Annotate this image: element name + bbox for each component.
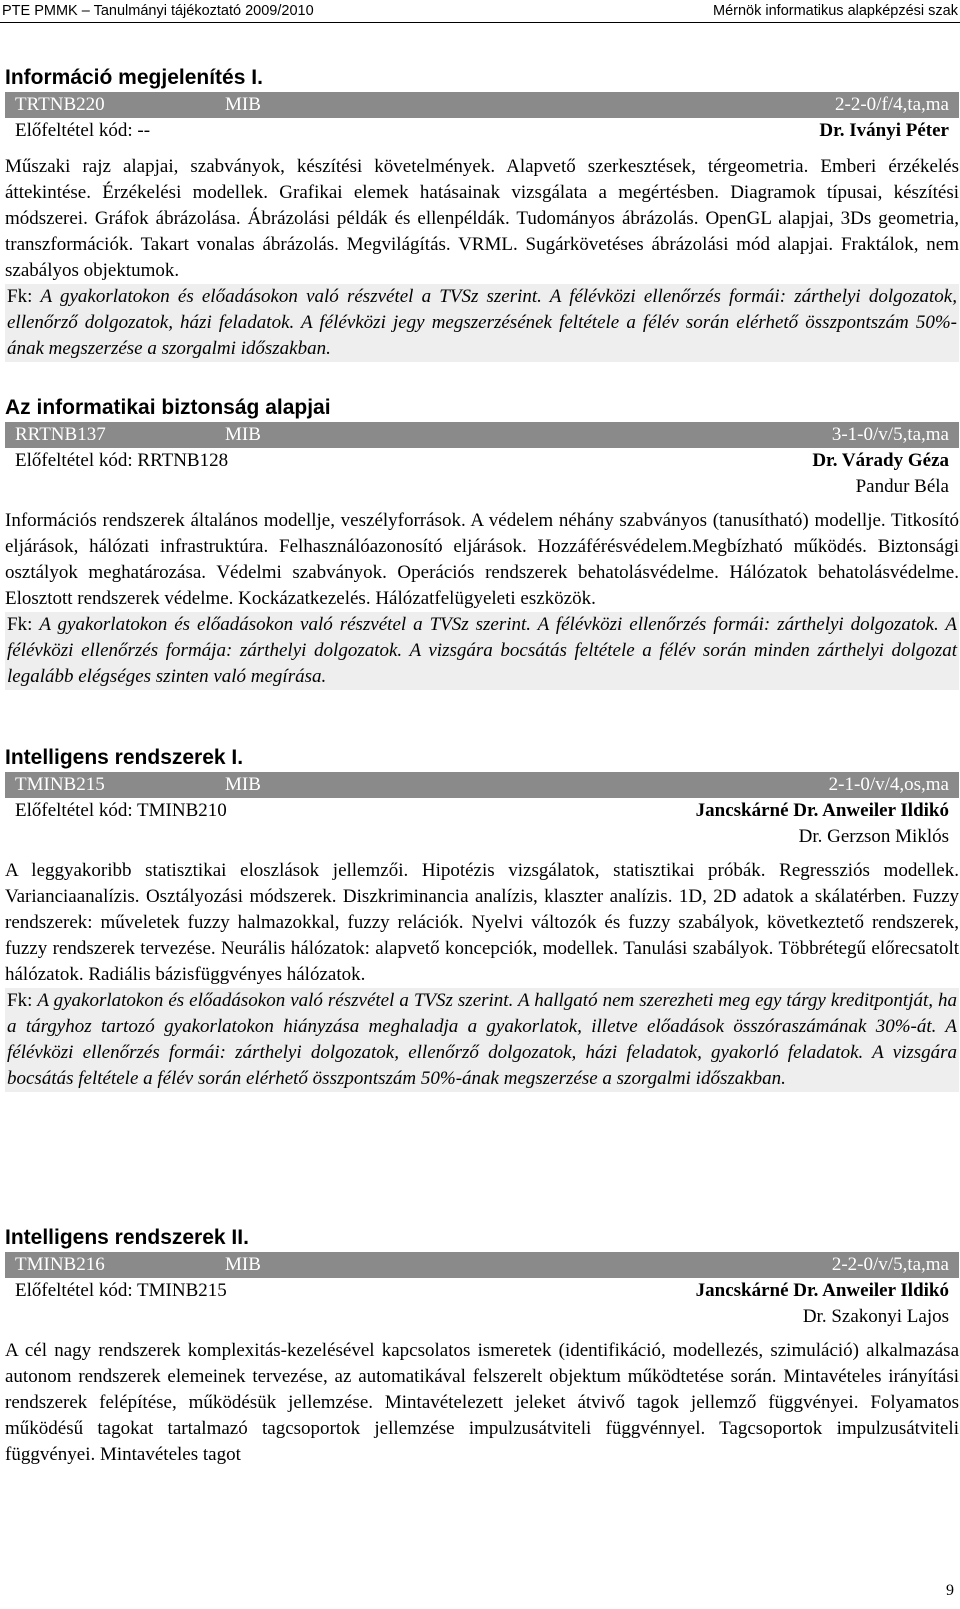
course-description: Információs rendszerek általános modellje, veszélyforrások. A védelem néhány szabványos (tanusítható) modellje. Titkosító eljárások, hálózati infrastruktúra. Felhasználóazonosító eljárások. Hozzáférésvédelem.Megbízható működés. Biztonsági osztályok meghatározása. Védelmi szabványok. Operációs rendszerek behatolásvédelme. Hálózatok behatolásvédelme. Elosztott rendszerek védelme. Kockázatkezelés. Hálózatfelügyeleti eszközök. [5,510,959,609]
course-lecturer: Jancskárné Dr. Anweiler Ildikó [695,1280,949,1301]
course-lecturer-secondary: Pandur Béla [855,476,949,497]
header-rule [0,22,960,23]
page-header [0,0,960,22]
course-code: TMINB215 [15,774,105,795]
course-block [5,744,959,1092]
requirements-label: Fk: [7,286,33,307]
course-code: RRTNB137 [15,424,106,445]
course-lecturer-secondary: Dr. Gerzson Miklós [798,826,949,847]
requirements-label: Fk: [7,614,33,635]
course-code-bar [5,772,959,798]
requirements-text: A gyakorlatokon és előadásokon való részvétel a TVSz szerint. A hallgató nem szerezheti meg egy tárgy kreditpontját, ha a tárgyhoz tartozó gyakorlatokon hiányzása meghaladja a gyakorlatok, illetve előadások összóraszámának 30%-át. A félévközi ellenőrzés formái: zárthelyi dolgozatok, ellenőrző dolgozatok, házi feladatok, gyakorló feladatok. A vizsgára bocsátás feltétele a félév során elérhető összpontszám 50%-ának megszerzése a szorgalmi időszakban. [7,990,958,1089]
course-meta-row [5,798,959,824]
course-prereq: Előfeltétel kód: TMINB210 [15,800,227,821]
course-code-bar [5,92,959,118]
course-prereq: Előfeltétel kód: TMINB215 [15,1280,227,1301]
course-code: TMINB216 [15,1254,105,1275]
course-dept: MIB [225,94,261,115]
course-title: Intelligens rendszerek I. [5,746,244,769]
course-description: A leggyakoribb statisztikai eloszlások jellemzői. Hipotézis vizsgálatok, statisztikai próbák. Regressziós modellek. Varianciaanalízis. Osztályozási módszerek. Diszkriminancia analízis, klaszter analízis. 1D, 2D adatok a skálatérben. Fuzzy rendszerek: műveletek fuzzy halmazokkal, fuzzy relációk. Nyelvi változók és fuzzy szabályok, következtető rendszerek, fuzzy rendszerek tervezése. Neurális hálózatok: alapvető koncepciók, modellek. Tanulási szabályok. Többrétegű előrecsatolt hálózatok. Radiális bázisfüggvényes hálózatok. [5,860,959,985]
course-block [5,394,959,690]
header-right: Mérnök informatikus alapképzési szak [713,3,958,19]
course-meta-row [5,118,959,144]
course-prereq: Előfeltétel kód: -- [15,120,151,141]
course-dept: MIB [225,774,261,795]
course-description: A cél nagy rendszerek komplexitás-kezelésével kapcsolatos ismeretek (identifikáció, modellezés, szimuláció) alkalmazása autonom rendszerek elemeinek tervezése, az automatikával felszerelt objektum működtetése során. Mintavételes irányítási rendszerek felépítése, működésük jellemzése. Mintavételezett jeleket átvivő tagok jellemző függvényei. Folyamatos működésű tagokat tartalmazó tagcsoportok jellemzése impulzusátviteli függvénnyel. Tagcsoportok impulzusátviteli függvényei. Mintavételes tagot [5,1340,959,1465]
course-code: TRTNB220 [15,94,105,115]
course-meta-row [5,448,959,474]
course-meta-row [5,1278,959,1304]
course-credits: 2-2-0/v/5,ta,ma [831,1254,949,1275]
requirements-text: A gyakorlatokon és előadásokon való részvétel a TVSz szerint. A félévközi ellenőrzés formái: zárthelyi dolgozatok. A félévközi ellenőrzés formája: zárthelyi dolgozatok. A vizsgára bocsátás feltétele a félév során minden zárthelyi dolgozat legalább elégséges szinten való megírása. [7,614,958,687]
course-block [5,1224,959,1468]
course-description: Műszaki rajz alapjai, szabványok, készítési követelmények. Alapvető szerkesztések, térgeometria. Emberi érzékelés áttekintése. Érzékelési modellek. Grafikai elemek hatásainak vizsgálata a megértésben. Diagramok típusai, készítési módszerei. Gráfok ábrázolása. Ábrázolási példák és ellenpéldák. Tudományos ábrázolás. OpenGL alapjai, 3Ds geometria, transzformációk. Takart vonalas ábrázolás. Megvilágítás. VRML. Sugárkövetéses ábrázolási mód alapjai. Fraktálok, nem szabályos objektumok. [5,156,959,281]
course-lecturer-secondary: Dr. Szakonyi Lajos [802,1306,949,1327]
course-title: Az informatikai biztonság alapjai [5,396,331,419]
course-credits: 2-1-0/v/4,os,ma [828,774,949,795]
course-code-bar [5,422,959,448]
course-credits: 2-2-0/f/4,ta,ma [835,94,949,115]
course-dept: MIB [225,424,261,445]
course-requirements [5,284,959,362]
course-lecturer: Dr. Iványi Péter [819,120,949,141]
course-dept: MIB [225,1254,261,1275]
course-code-bar [5,1252,959,1278]
course-title: Információ megjelenítés I. [5,66,263,89]
course-lecturer: Dr. Várady Géza [812,450,949,471]
course-requirements [5,612,959,690]
header-left: PTE PMMK – Tanulmányi tájékoztató 2009/2010 [2,3,314,19]
course-title: Intelligens rendszerek II. [5,1226,249,1249]
course-lecturer: Jancskárné Dr. Anweiler Ildikó [695,800,949,821]
course-credits: 3-1-0/v/5,ta,ma [831,424,949,445]
course-requirements [5,988,959,1092]
requirements-label: Fk: [7,990,33,1011]
page-number: 9 [946,1582,954,1599]
course-prereq: Előfeltétel kód: RRTNB128 [15,450,229,471]
course-block [5,64,959,362]
requirements-text: A gyakorlatokon és előadásokon való részvétel a TVSz szerint. A félévközi ellenőrzés formái: zárthelyi dolgozatok, ellenőrző dolgozatok, házi feladatok. A félévközi jegy megszerzésének feltétele a félév során elérhető összpontszám 50%-ának megszerzése a szorgalmi időszakban. [7,286,957,359]
